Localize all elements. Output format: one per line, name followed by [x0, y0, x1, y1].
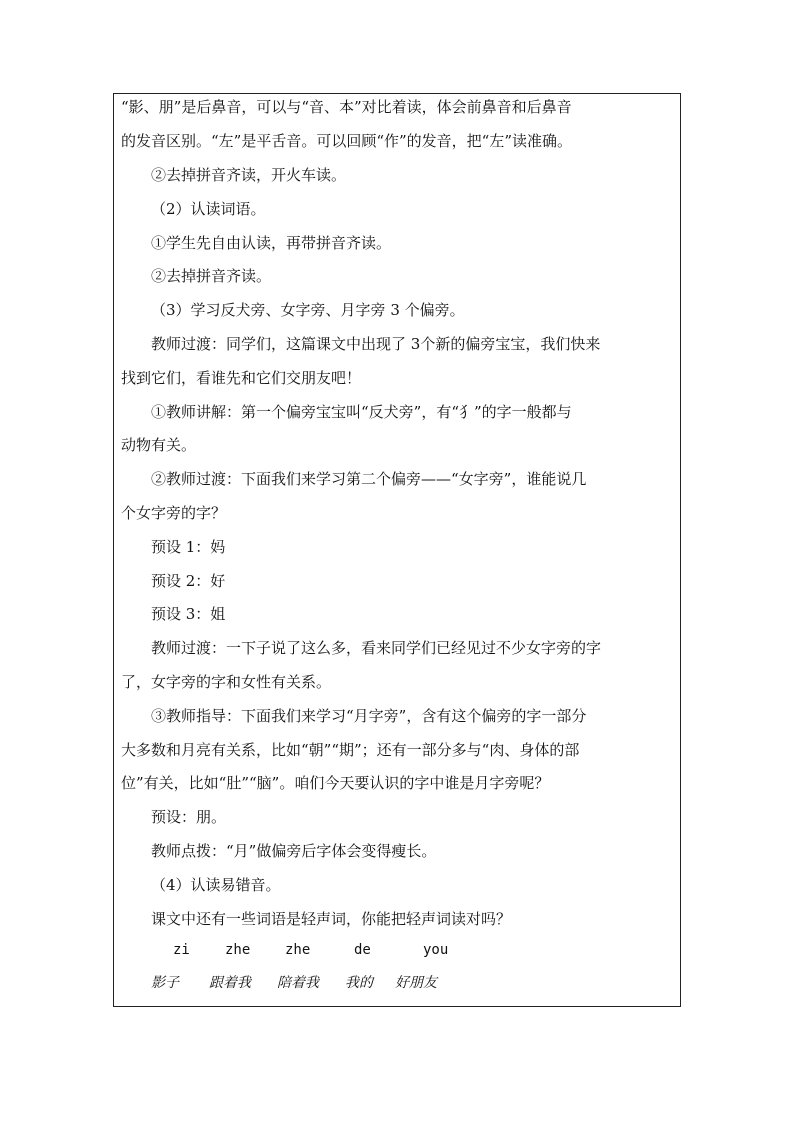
text-line: 预设：朋。 [151, 808, 227, 826]
text-line: 教师点拨：“月”做偏旁后字体会变得瘦长。 [151, 842, 437, 860]
pinyin-item: zi [173, 942, 190, 958]
text-line: 找到它们，看谁先和它们交朋友吧！ [121, 369, 362, 387]
text-line: （3）学习反犬旁、女字旁、月字旁 3 个偏旁。 [151, 301, 465, 319]
text-line: 动物有关。 [121, 436, 197, 454]
text-line: （4）认读易错音。 [151, 876, 281, 894]
word-item: 好朋友 [395, 975, 437, 991]
text-line: 课文中还有一些词语是轻声词，你能把轻声词读对吗？ [151, 910, 512, 928]
text-line: “影、朋”是后鼻音，可以与“音、本”对比着读，体会前鼻音和后鼻音 [121, 98, 572, 116]
text-line: 个女字旁的字？ [121, 504, 227, 522]
text-line: ③教师指导：下面我们来学习“月字旁”，含有这个偏旁的字一部分 [151, 707, 587, 725]
pinyin-item: zhe [225, 942, 251, 958]
text-line: （2）认读词语。 [151, 200, 266, 218]
pinyin-item: zhe [285, 942, 311, 958]
text-line: 教师过渡：一下子说了这么多，看来同学们已经见过不少女字旁的字 [151, 639, 602, 657]
text-line: ①教师讲解：第一个偏旁宝宝叫“反犬旁”，有“犭”的字一般都与 [151, 403, 572, 421]
pinyin-item: de [354, 942, 371, 958]
text-line: ①学生先自由认读，再带拼音齐读。 [151, 234, 392, 252]
pinyin-item: you [423, 942, 449, 958]
text-line: 预设 1：妈 [151, 538, 226, 556]
word-row [121, 973, 677, 993]
text-line: 教师过渡：同学们，这篇课文中出现了 3个新的偏旁宝宝，我们快来 [151, 335, 601, 353]
word-item: 跟着我 [209, 975, 251, 991]
word-item: 陪着我 [277, 975, 319, 991]
text-line: ②教师过渡：下面我们来学习第二个偏旁——“女字旁”，谁能说几 [151, 470, 587, 488]
text-line: 预设 2：好 [151, 572, 226, 590]
text-line: 位”有关，比如“肚”“脑”。咱们今天要认识的字中谁是月字旁呢？ [121, 774, 550, 792]
text-line: 的发音区别。“左”是平舌音。可以回顾“作”的发音，把“左”读准确。 [121, 132, 573, 150]
word-item: 我的 [345, 975, 373, 991]
text-line: 了，女字旁的字和女性有关系。 [121, 673, 332, 691]
word-item: 影子 [151, 975, 179, 991]
pinyin-row [121, 940, 677, 960]
text-line: 预设 3：姐 [151, 605, 226, 623]
text-line: 大多数和月亮有关系，比如“朝”“期”；还有一部分多与“肉、身体的部 [121, 741, 580, 759]
text-line: ②去掉拼音齐读，开火车读。 [151, 166, 347, 184]
text-line: ②去掉拼音齐读。 [151, 267, 272, 285]
